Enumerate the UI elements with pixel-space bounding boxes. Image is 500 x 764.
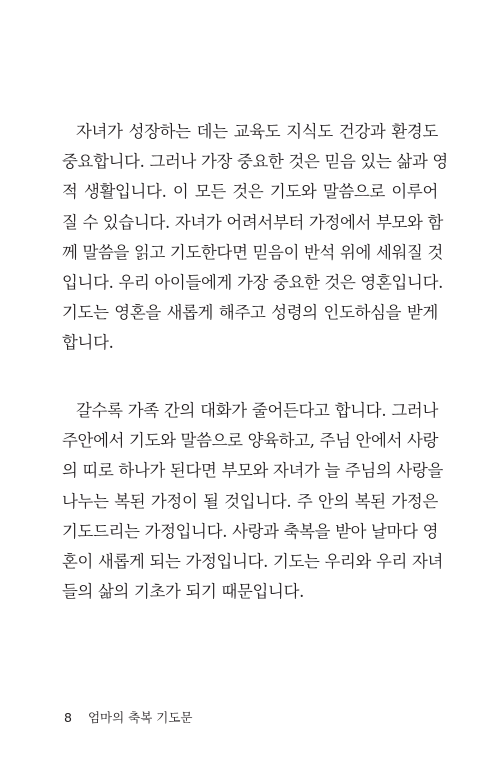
text-line: 의 띠로 하나가 된다면 부모와 자녀가 늘 주님의 사랑을 xyxy=(62,461,444,481)
text-line: 중요합니다. 그러나 가장 중요한 것은 믿음 있는 삶과 영 xyxy=(62,152,448,172)
page-number: 8 xyxy=(64,710,72,725)
text-line: 적 생활입니다. 이 모든 것은 기도와 말씀으로 이루어 xyxy=(62,182,438,202)
paragraph-2 xyxy=(62,396,444,607)
text-line: 질 수 있습니다. 자녀가 어려서부터 가정에서 부모와 함 xyxy=(62,212,444,232)
text-line: 혼이 새롭게 되는 가정입니다. 기도는 우리와 우리 자녀 xyxy=(62,551,444,571)
text-line: 입니다. 우리 아이들에게 가장 중요한 것은 영혼입니다. xyxy=(62,272,444,292)
book-title: 엄마의 축복 기도문 xyxy=(87,710,193,725)
text-line: 합니다. xyxy=(62,333,114,353)
text-line: 주안에서 기도와 말씀으로 양육하고, 주님 안에서 사랑 xyxy=(62,431,439,451)
text-line: 기도는 영혼을 새롭게 해주고 성령의 인도하심을 받게 xyxy=(62,303,438,323)
text-line: 들의 삶의 기초가 되기 때문입니다. xyxy=(62,582,305,602)
text-line: 나누는 복된 가정이 될 것입니다. 주 안의 복된 가정은 xyxy=(62,491,438,511)
paragraph-1 xyxy=(62,117,448,359)
text-line: 갈수록 가족 간의 대화가 줄어든다고 합니다. 그러나 xyxy=(76,401,438,420)
text-line: 께 말씀을 읽고 기도한다면 믿음이 반석 위에 세워질 것 xyxy=(62,242,444,262)
text-line: 자녀가 성장하는 데는 교육도 지식도 건강과 환경도 xyxy=(76,122,438,141)
page-footer xyxy=(64,708,193,726)
text-line: 기도드리는 가정입니다. 사랑과 축복을 받아 날마다 영 xyxy=(62,521,439,541)
